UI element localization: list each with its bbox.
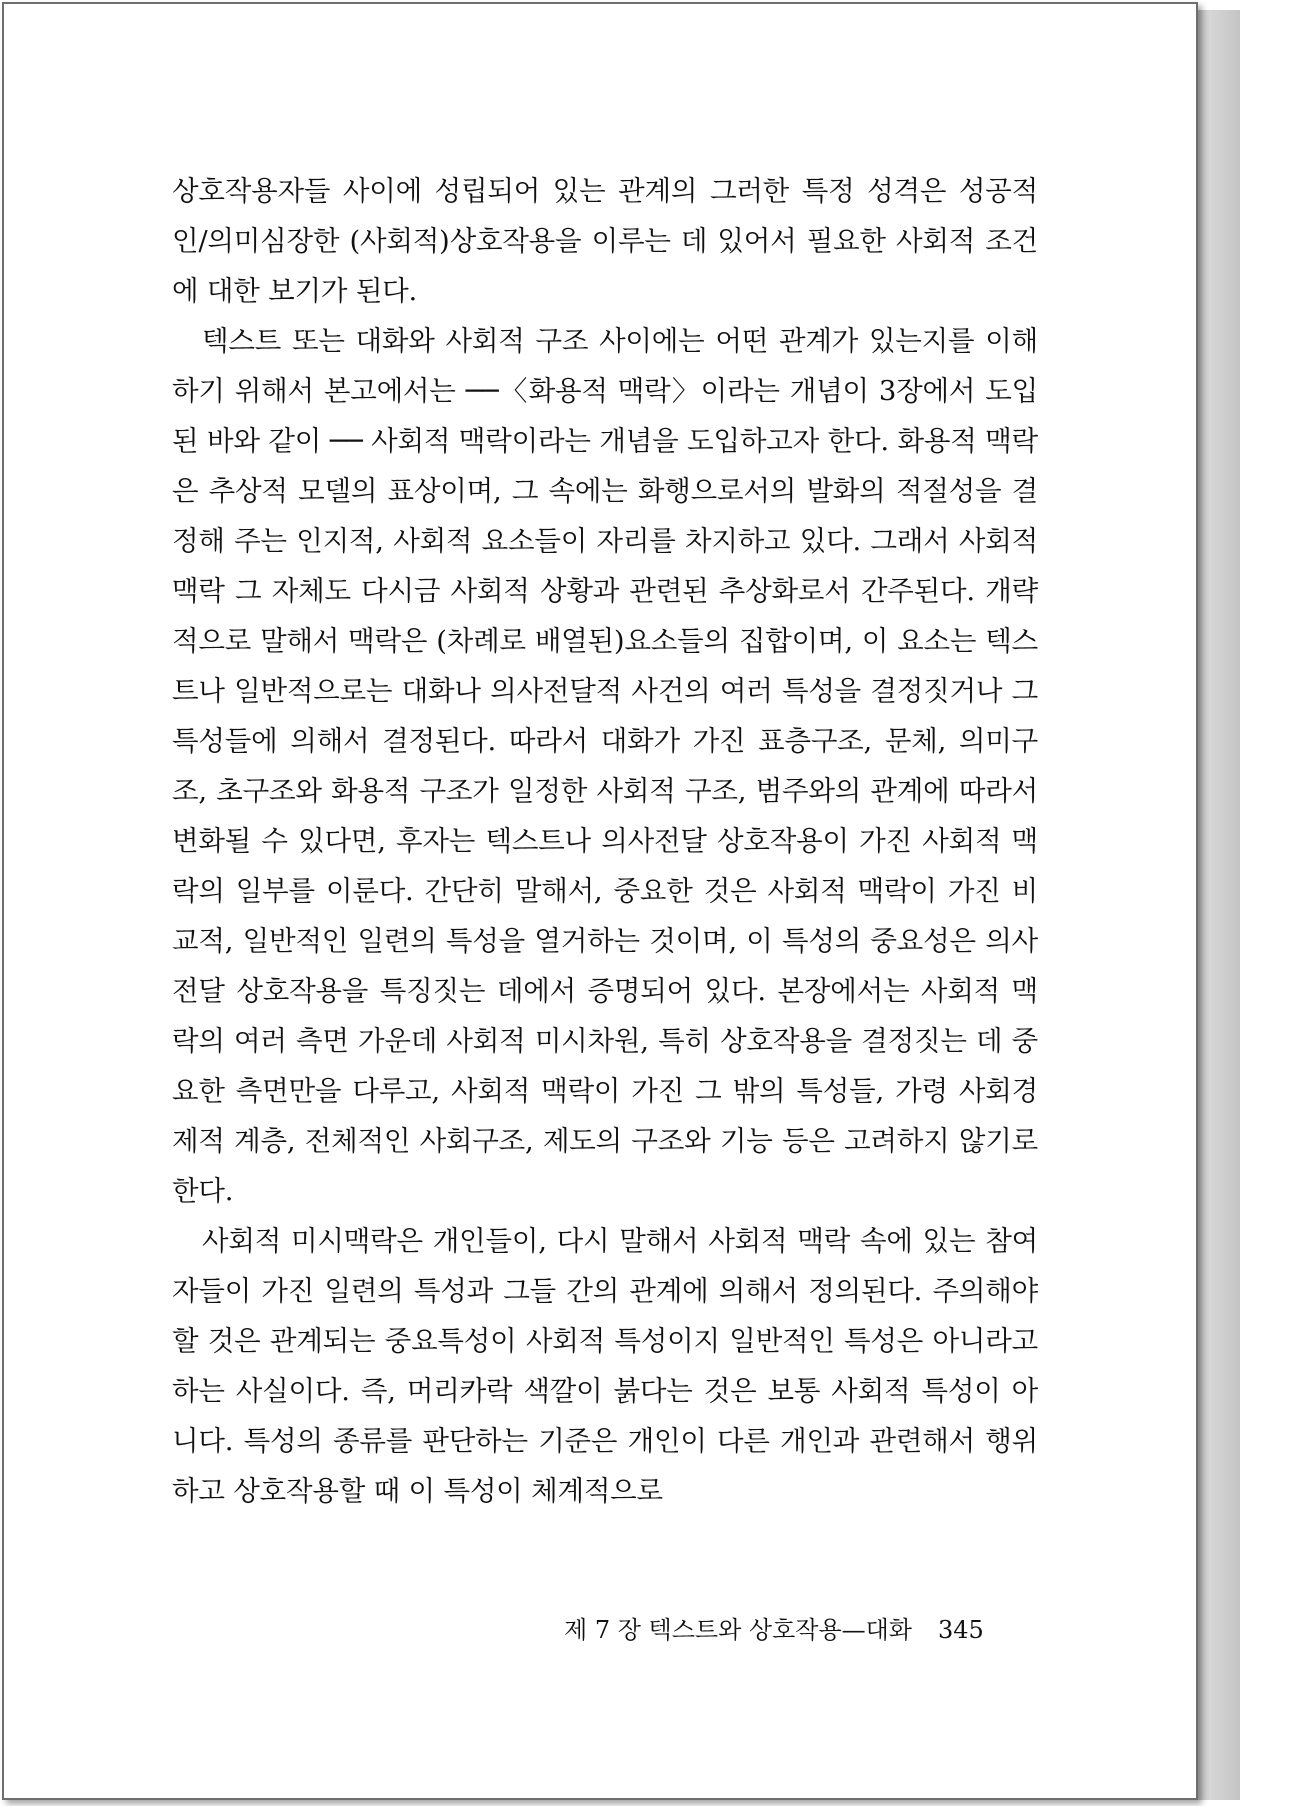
paragraph-2: 텍스트 또는 대화와 사회적 구조 사이에는 어떤 관계가 있는지를 이해하기 위해서 본고에서는 ──〈화용적 맥락〉이라는 개념이 3장에서 도입된 바와 같이 ── 사회적 맥락이라는 개념을 도입하고자 한다. 화용적 맥락은 추상적 모델의 표상이며, 그 속에는 화행으로서의 발화의 적절성을 결정해 주는 인지적, 사회적 요소들이 자리를 차지하고 있다. 그래서 사회적 맥락 그 자체도 다시금 사회적 상황과 관련된 추상화로서 간주된다. 개략적으로 말해서 맥락은 (차례로 배열된)요소들의 집합이며, 이 요소는 텍스트나 일반적으로는 대화나 의사전달적 사건의 여러 특성을 결정짓거나 그 특성들에 의해서 결정된다. 따라서 대화가 가진 표층구조, 문체, 의미구조, 초구조와 화용적 구조가 일정한 사회적 구조, 범주와의 관계에 따라서 변화될 수 있다면, 후자는 텍스트나 의사전달 상호작용이 가진 사회적 맥락의 일부를 이룬다. 간단히 말해서, 중요한 것은 사회적 맥락이 가진 비교적, 일반적인 일련의 특성을 열거하는 것이며, 이 특성의 중요성은 의사전달 상호작용을 특징짓는 데에서 증명되어 있다. 본장에서는 사회적 맥락의 여러 측면 가운데 사회적 미시차원, 특히 상호작용을 결정짓는 데 중요한 측면만을 다루고, 사회적 맥락이 가진 그 밖의 특성들, 가령 사회경제적 계층, 전체적인 사회구조, 제도의 구조와 기능 등은 고려하지 않기로 한다. [172,325,1038,1207]
page-number: 345 [938,1616,984,1644]
running-title: 제 7 장 텍스트와 상호작용—대화 [564,1616,912,1644]
book-page [2,2,1198,1800]
paragraph-1: 상호작용자들 사이에 성립되어 있는 관계의 그러한 특정 성격은 성공적인/의미심장한 (사회적)상호작용을 이루는 데 있어서 필요한 사회적 조건에 대한 보기가 된다. [172,175,1038,307]
page-footer [564,1610,1044,1645]
paragraph-3: 사회적 미시맥락은 개인들이, 다시 말해서 사회적 맥락 속에 있는 참여자들이 가진 일련의 특성과 그들 간의 관계에 의해서 정의된다. 주의해야 할 것은 관계되는 중요특성이 사회적 특성이지 일반적인 특성은 아니라고 하는 사실이다. 즉, 머리카락 색깔이 붉다는 것은 보통 사회적 특성이 아니다. 특성의 종류를 판단하는 기준은 개인이 다른 개인과 관련해서 행위하고 상호작용할 때 이 특성이 체계적으로 [172,1225,1038,1507]
body-text [172,166,1038,1516]
